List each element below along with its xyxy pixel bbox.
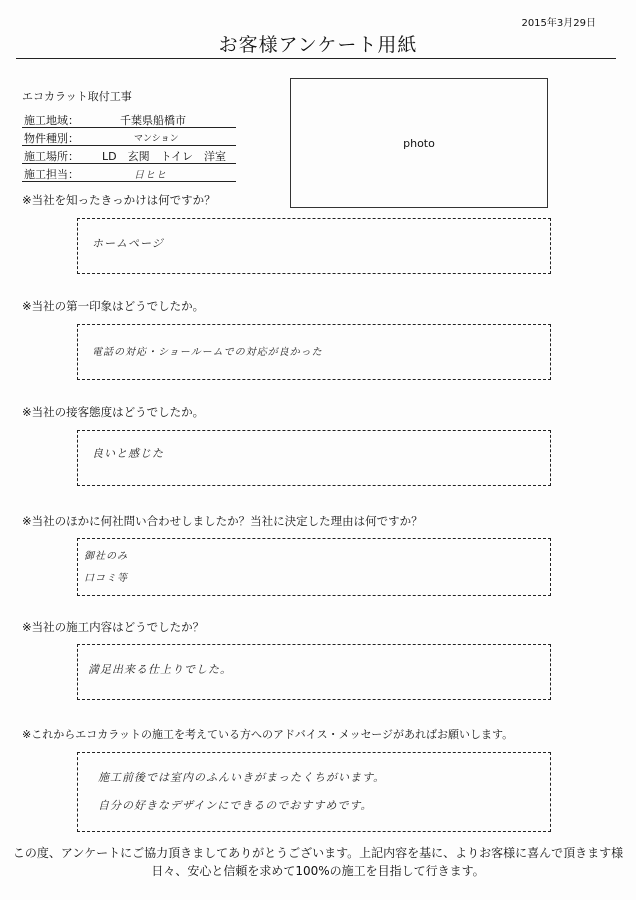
staff-value: 日ヒヒ <box>134 170 167 181</box>
info-row-type <box>22 128 236 146</box>
answer-box-3 <box>77 430 551 486</box>
place-value: LD 玄関 トイレ 洋室 <box>102 150 227 163</box>
title-divider <box>16 58 616 59</box>
answer-box-2 <box>77 324 551 380</box>
photo-label: photo <box>403 137 435 150</box>
answer-4-line2: 口コミ等 <box>84 573 128 584</box>
area-value: 千葉県船橋市 <box>120 114 186 127</box>
question-1: ※当社を知ったきっかけは何ですか？ <box>22 193 216 207</box>
answer-box-4 <box>77 538 551 596</box>
info-row-place <box>22 146 236 164</box>
type-label: 物件種別： <box>24 132 79 145</box>
photo-placeholder <box>290 78 548 208</box>
area-label: 施工地域： <box>24 114 79 127</box>
info-row-area <box>22 110 236 128</box>
info-row-staff <box>22 164 236 182</box>
type-value: マンション <box>134 134 179 144</box>
answer-6-line2: 自分の好きなデザインにできるのでおすすめです。 <box>98 799 373 812</box>
staff-label: 施工担当： <box>24 168 79 181</box>
job-title: エコカラット取付工事 <box>22 90 132 103</box>
answer-box-6 <box>77 752 551 832</box>
survey-date: 2015年3月29日 <box>521 18 596 29</box>
question-3: ※当社の接客態度はどうでしたか。 <box>22 405 205 419</box>
question-5: ※当社の施工内容はどうでしたか？ <box>22 620 205 634</box>
answer-4-line1: 御社のみ <box>84 551 128 562</box>
place-label: 施工場所： <box>24 150 79 163</box>
answer-3-text: 良いと感じた <box>92 447 164 460</box>
footer-line-2: 日々、安心と信頼を求めて100%の施工を目指して行きます。 <box>151 864 485 878</box>
answer-box-1 <box>77 218 551 274</box>
question-4: ※当社のほかに何社問い合わせしましたか？当社に決定した理由は何ですか？ <box>22 514 423 528</box>
answer-5-text: 満足出来る仕上りでした。 <box>88 663 232 676</box>
question-6: ※これからエコカラットの施工を考えている方へのアドバイス・メッセージがあればお願いします。 <box>22 728 514 741</box>
answer-2-text: 電話の対応・ショールームでの対応が良かった <box>92 347 323 358</box>
page-title: お客様アンケート用紙 <box>218 34 418 56</box>
answer-6-line1: 施工前後では室内のふんいきがまったくちがいます。 <box>98 771 386 784</box>
answer-box-5 <box>77 644 551 700</box>
answer-1-text: ホームページ <box>92 237 164 250</box>
question-2: ※当社の第一印象はどうでしたか。 <box>22 299 205 313</box>
footer-line-1: この度、アンケートにご協力頂きましてありがとうございます。上記内容を基に、よりお客様に喜んで頂きます様 <box>12 846 624 860</box>
